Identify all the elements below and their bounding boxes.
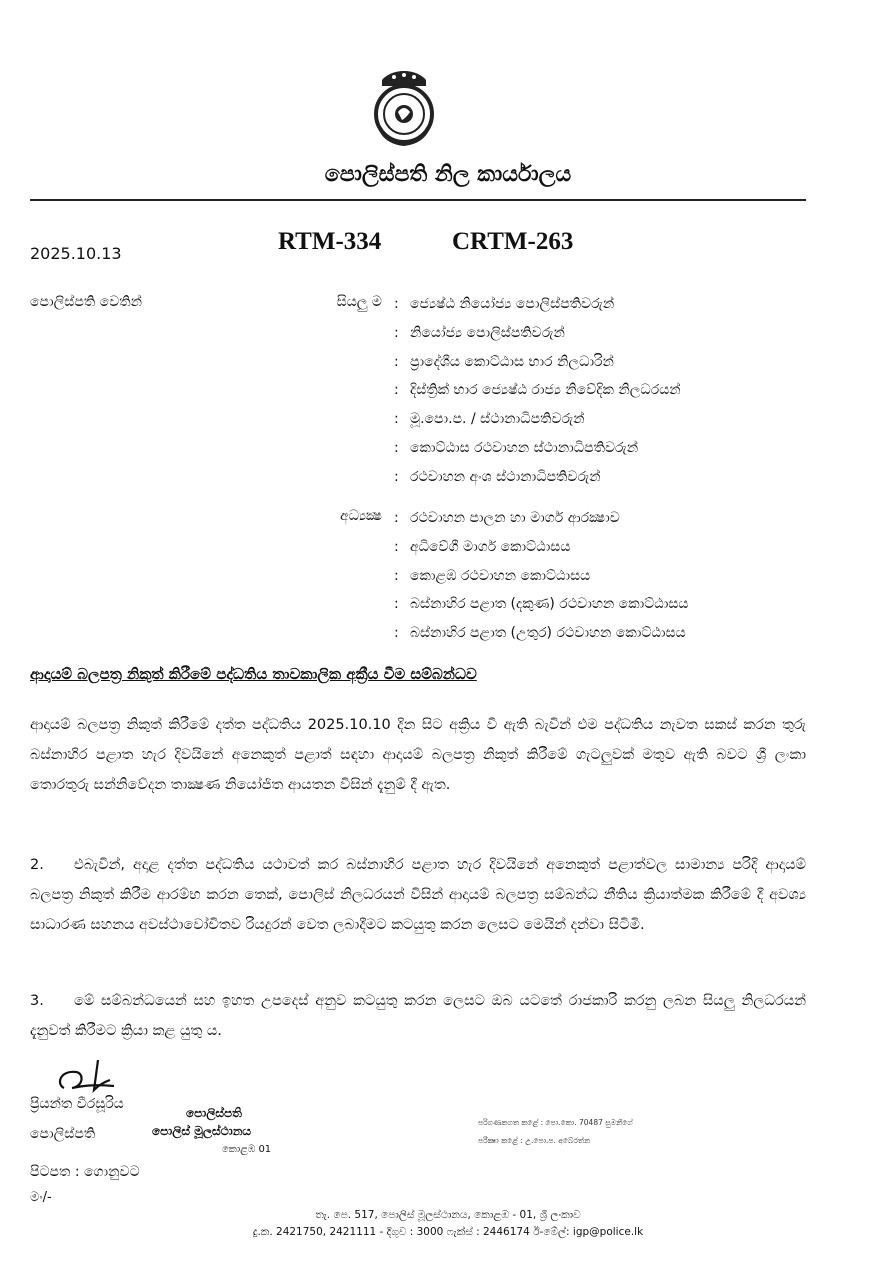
recipients-director-list: [394, 508, 688, 652]
recipient-item: : මූ.පො.ප. / ස්ථානාධිපතිවරුන්: [394, 411, 585, 428]
letter-date: 2025.10.13: [30, 244, 122, 263]
recipient-item: : දිස්ත්‍රික් භාර ජ්‍යෙෂ්ඨ රාජ්‍ය නිවේදික නිලධරයන්: [394, 382, 681, 399]
stamp-line: පොලිස් මූලස්ථානය: [152, 1124, 252, 1138]
sender-line: පොලිස්පති වෙතින්: [30, 294, 142, 310]
recipients-all-label: සියලු ම: [336, 294, 382, 310]
recipient-item: : ප්‍රාදේශීය කොට්ඨාස භාර නිලධාරින්: [394, 353, 614, 370]
recipient-item: : කොට්ඨාස රථවාහන ස්ථානාධිපතිවරුන්: [394, 439, 639, 456]
reference-code: මං/-: [30, 1190, 52, 1205]
paragraph-text: එබැවින්, අදාළ දත්ත පද්ධතිය යථාවත් කර බස්නාහිර පළාත හැර දිවයිනේ අනෙකුත් පළාත්වල සාමාන්‍ය පරිදි ආදායම් බලපත්‍ර නිකුත් කිරීම ආරම්භ කරන තෙක්, පොලිස් නිලධරයන් විසින් ආදායම් බලපත්‍ර සම්බන්ධ නීතිය ක්‍රියාත්මක කිරීමේ දී අවශ්‍ය සාධාරණ සහනය අවස්ථාවෝචිතව රියදුරන් වෙත ලබාදීමට කටයුතු කරන ලෙසට මෙයින් දන්වා සිටිමි.: [30, 857, 806, 933]
header-divider: [30, 199, 806, 201]
signatory-name: ප්‍රියන්ත වීරසූරිය: [30, 1096, 124, 1112]
recipient-item: : බස්නාහිර පළාත (දකුණ) රථවාහන කොට්ඨාසය: [394, 596, 689, 613]
reference-rtm: RTM-334: [278, 228, 382, 255]
typed-by-note: පරිගණකගත කළේ : පො.කො. 70487 සුමනීගේ: [478, 1118, 633, 1127]
recipient-item: : රථවාහන පාලන හා මාර්ග ආරක්‍ෂාව: [394, 510, 620, 526]
paragraph-1: [30, 710, 806, 800]
paragraph-2: [30, 850, 806, 940]
footer-address: තැ. පෙ. 517, පොලිස් මූලස්ථානය, කොළඹ - 01, ශ්‍රී ලංකාව: [315, 1209, 581, 1221]
recipient-item: : කොළඹ රථවාහන කොට්ඨාසය: [394, 567, 591, 584]
official-stamp: [150, 1106, 310, 1162]
recipient-item: : රථවාහන අංශ ස්ථානාධිපතිවරුන්: [394, 468, 601, 485]
recipient-item: : නියෝජ්‍ය පොලිස්පතිවරුන්: [394, 324, 565, 341]
recipient-item: : බස්නාහිර පළාත (උතුර) රථවාහන කොට්ඨාසය: [394, 625, 686, 642]
recipients-director-label: අධ්‍යක්‍ෂ: [339, 508, 382, 524]
paragraph-number: 2.: [30, 857, 44, 873]
copy-to-line: පිටපත : ගොනුවට: [30, 1164, 140, 1180]
stamp-line: පොලිස්පති: [186, 1106, 242, 1120]
paragraph-text: ආදායම් බලපත්‍ර නිකුත් කිරීමේ දත්ත පද්ධතිය 2025.10.10 දින සිට අක්‍රිය වී ඇති බැවින් එම පද්ධතිය නැවත සකස් කරන තුරු බස්නාහිර පළාත හැර දිවයිනේ අනෙකුත් පළාත් සඳහා ආදායම් බලපත්‍ර නිකුත් කිරීමේ ගැටලුවක් මතුව ඇති බවට ශ්‍රී ලංකා තොරතුරු සන්නිවේදන තාක්‍ෂණ නියෝජිත ආයතන විසින් දැනුම් දී ඇත.: [30, 717, 806, 793]
footer-contacts: දු.ක. 2421750, 2421111 - දිගුව : 3000 ෆැක්ස් : 2446174 ඊ-මේල්: igp@police.lk: [252, 1226, 644, 1238]
handwritten-signature: [54, 1056, 124, 1100]
letter-subject: ආදායම් බලපත්‍ර නිකුත් කිරීමේ පද්ධතිය තාවකාලික අක්‍රීය වීම සම්බන්ධව: [30, 665, 477, 683]
recipient-item: : ජ්‍යෙෂ්ඨ නියෝජ්‍ය පොලිස්පතිවරුන්: [394, 296, 615, 312]
recipient-item: : අධිවේගී මාර්ග කොට්ඨාසය: [394, 538, 571, 555]
paragraph-text: මේ සම්බන්ධයෙන් සහ ඉහත උපදෙස් අනුව කටයුතු කරන ලෙසට ඔබ යටතේ රාජකාරි කරනු ලබන සියලු නිලධරයන් දැනුවත් කිරීමට ක්‍රියා කළ යුතු ය.: [30, 993, 806, 1039]
checked-by-note: පරීක්‍ෂා කළේ : උ.පො.ප. අබේරත්න: [478, 1136, 591, 1145]
police-crest-logo: [368, 68, 440, 148]
paragraph-number: 3.: [30, 993, 44, 1009]
recipients-all-list: [394, 294, 681, 496]
paragraph-3: [30, 986, 806, 1046]
office-name: පොලිස්පති නිල කාර්යාලය: [324, 162, 572, 187]
reference-crtm: CRTM-263: [452, 228, 574, 255]
stamp-line: කොළඹ 01: [222, 1144, 272, 1155]
signatory-title: පොලිස්පති: [30, 1126, 96, 1142]
